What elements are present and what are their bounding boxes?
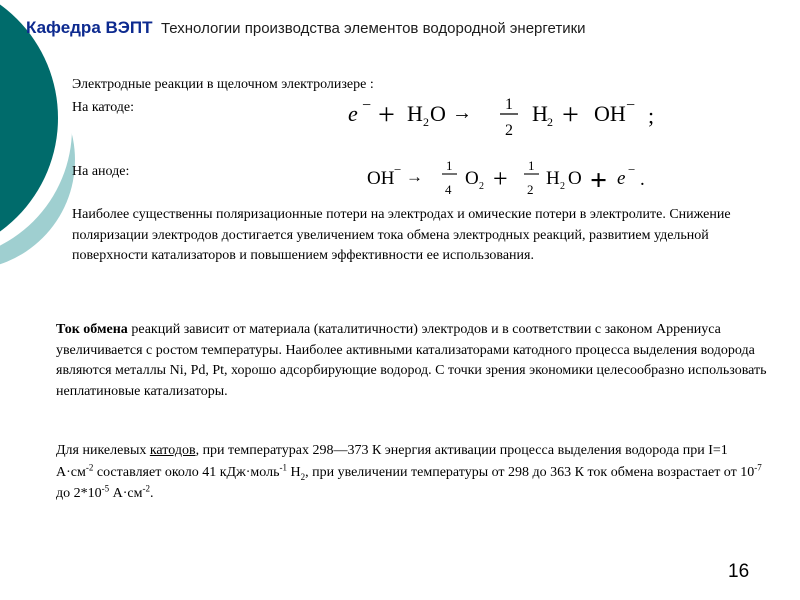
- cathode-frac-num: 1: [505, 96, 513, 113]
- anode-arrow: →: [406, 167, 423, 186]
- cathode-h: H: [407, 101, 423, 126]
- anode-oh-minus: −: [394, 162, 402, 177]
- anode-h: H: [546, 168, 560, 189]
- cathode-h2-sub: 2: [547, 115, 553, 129]
- anode-plus2: +: [590, 164, 608, 197]
- cathode-oh: OH: [594, 101, 626, 126]
- p3-text-5: , при увеличении температуры от 298 до 363 К ток обмена возрастает от 10: [305, 464, 755, 480]
- anode-e: e: [617, 168, 626, 189]
- anode-label: На аноде:: [72, 164, 130, 179]
- cathode-h2: H: [532, 101, 548, 126]
- p3-text-6: до 2*10: [56, 486, 102, 501]
- cathode-e-minus: −: [362, 97, 372, 114]
- anode-frac2-den: 2: [527, 182, 534, 197]
- exchange-current-paragraph: [56, 320, 768, 403]
- p3-text-7: А·см: [109, 486, 143, 501]
- exchange-current-text: реакций зависит от материала (каталитичности) электродов и в соответствии с законом Аррениуса увеличивается с ростом температуры. Наиболее активными катализаторами катодного процесса выделения водорода являются металлы Ni, Pd, Pt, хорошо адсорбирующие водород. С точки зрения экономики целесообразно использовать неплатиновые катализаторы.: [56, 322, 767, 400]
- p3-text-3: составляет около 41 кДж·моль: [93, 464, 280, 480]
- p3-sup-2: -1: [279, 461, 287, 472]
- p3-sup-5: -5: [101, 483, 110, 494]
- cathode-semicolon: ;: [648, 103, 655, 128]
- department-title: Кафедра ВЭПТ: [26, 18, 153, 37]
- cathode-plus: +: [378, 98, 395, 131]
- anode-e-minus: −: [628, 162, 636, 177]
- nickel-cathodes-paragraph: [56, 440, 768, 505]
- p3-sub-3: 2: [300, 471, 306, 482]
- cathode-label: На катоде:: [72, 100, 135, 115]
- anode-h-sub: 2: [560, 181, 565, 192]
- cathode-o: O: [430, 101, 446, 126]
- cathode-h-sub: 2: [423, 115, 429, 129]
- p3-sup-4: -7: [754, 461, 762, 472]
- cathode-plus2: +: [562, 98, 579, 131]
- intro-line: Электродные реакции в щелочном электролизере :: [72, 77, 374, 92]
- anode-oh: OH: [367, 168, 395, 189]
- anode-o: O: [465, 168, 479, 189]
- p3-sup-1: -2: [85, 461, 94, 472]
- anode-frac1-num: 1: [446, 158, 453, 173]
- anode-o-sub: 2: [479, 181, 484, 192]
- p3-text-2: , при температурах 298—373 К энергия активации процесса выделения водорода при I=1 А·см: [56, 443, 728, 480]
- slide-header: [26, 18, 586, 38]
- exchange-current-term: Ток обмена: [56, 322, 128, 337]
- anode-frac2-num: 1: [528, 158, 535, 173]
- p3-text-1: Для никелевых: [56, 443, 150, 458]
- polarization-paragraph: Наиболее существенны поляризационные потери на электродах и омические потери в электролите. Снижение поляризации электродов достигается увеличением тока обмена электродных реакций, развитием удельной поверхности катализаторов и повышением эффективности ее использования.: [72, 207, 731, 263]
- anode-o2: O: [568, 168, 582, 189]
- anode-frac1-den: 4: [445, 182, 452, 197]
- cathode-e: e: [348, 101, 358, 126]
- anode-equation: [360, 150, 680, 206]
- course-subject: Технологии производства элементов водородной энергетики: [160, 20, 586, 37]
- cathode-arrow: →: [452, 102, 472, 124]
- p3-text-4: H: [286, 464, 301, 480]
- page-number: 16: [728, 561, 750, 582]
- p3-text-8: .: [149, 486, 154, 501]
- cathode-equation: [340, 88, 680, 152]
- p3-sup-6: -2: [142, 483, 150, 494]
- anode-plus1: +: [493, 164, 508, 193]
- cathode-oh-minus: −: [626, 97, 636, 114]
- anode-period: .: [640, 169, 645, 190]
- cathodes-link[interactable]: катодов: [149, 443, 196, 458]
- cathode-frac-den: 2: [505, 122, 513, 139]
